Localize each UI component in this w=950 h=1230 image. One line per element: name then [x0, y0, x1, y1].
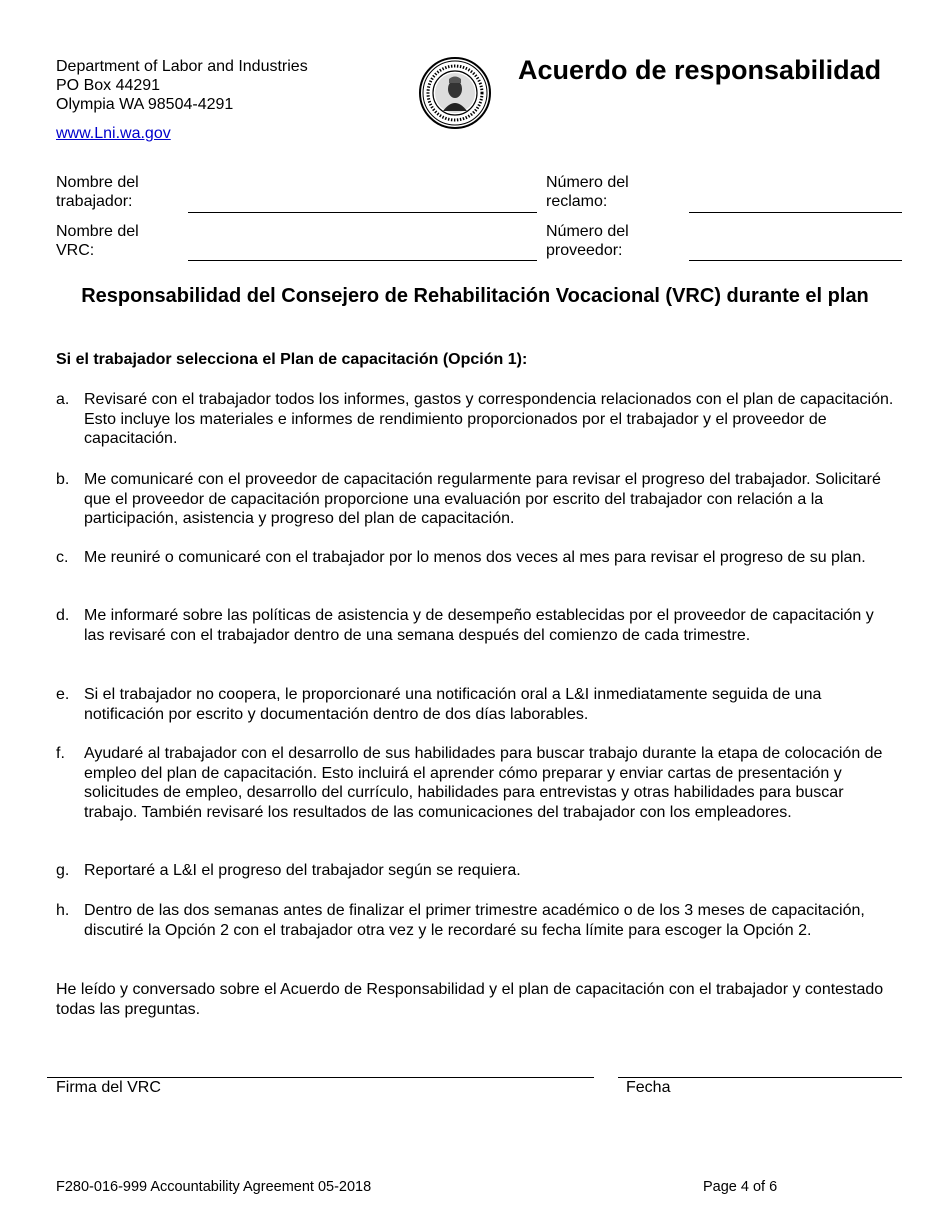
date-label: Fecha: [626, 1079, 671, 1096]
signature-field[interactable]: [47, 1077, 594, 1078]
list-item: [56, 685, 896, 724]
date-field[interactable]: [618, 1077, 902, 1078]
vrc-name-field[interactable]: [188, 260, 537, 261]
website-link[interactable]: www.Lni.wa.gov: [56, 125, 171, 142]
claim-number-field[interactable]: [689, 212, 902, 213]
item-letter: a.: [56, 391, 70, 408]
state-seal-icon: [419, 57, 491, 129]
page-number: Page 4 of 6: [703, 1179, 778, 1195]
section-subheading: Si el trabajador selecciona el Plan de capacitación (Opción 1):: [56, 351, 528, 368]
list-item: [56, 861, 896, 881]
worker-name-label: Nombre del trabajador:: [56, 174, 139, 210]
worker-name-field[interactable]: [188, 212, 537, 213]
item-text: Ayudaré al trabajador con el desarrollo de sus habilidades para buscar trabajo durante la etapa de colocación de empleo del plan de capacitación. Esto incluirá el aprender cómo preparar y enviar cartas de presentación y solicitudes de empleo, desarrollo del currículo, habilidades para entrevistas y otras habilidades para buscar trabajo. También revisaré los resultados de las comunicaciones del trabajador con los empleadores.: [84, 745, 883, 821]
item-text: Me comunicaré con el proveedor de capacitación regularmente para revisar el progreso del trabajador. Solicitaré que el proveedor de capacitación proporcione una evaluación por escrito del trabajador con relación a la participación, asistencia y progreso del plan de capacitación.: [84, 471, 881, 528]
claim-number-label: Número del reclamo:: [546, 174, 629, 210]
list-item: [56, 470, 896, 529]
provider-number-field[interactable]: [689, 260, 902, 261]
address-line: Olympia WA 98504-4291: [56, 96, 234, 113]
document-title: Acuerdo de responsabilidad: [518, 55, 882, 85]
item-letter: h.: [56, 902, 70, 919]
signature-label: Firma del VRC: [56, 1079, 161, 1096]
list-item: [56, 901, 896, 940]
provider-number-label: Número del proveedor:: [546, 223, 629, 259]
section-heading: Responsabilidad del Consejero de Rehabilitación Vocacional (VRC) durante el plan: [81, 285, 869, 307]
item-text: Revisaré con el trabajador todos los informes, gastos y correspondencia relacionados con el plan de capacitación. Esto incluye los materiales e informes de rendimiento proporcionados por el trabajador y el proveedor de capacitación.: [84, 391, 894, 448]
item-letter: f.: [56, 745, 65, 762]
list-item: [56, 390, 896, 449]
list-item: [56, 606, 896, 645]
item-letter: c.: [56, 549, 69, 566]
item-text: Dentro de las dos semanas antes de finalizar el primer trimestre académico o de los 3 meses de capacitación, discutiré la Opción 2 con el trabajador otra vez y le recordaré su fecha límite para escoger la Opción 2.: [84, 902, 865, 939]
item-letter: b.: [56, 471, 70, 488]
list-item: [56, 548, 896, 568]
item-letter: g.: [56, 862, 70, 879]
item-letter: e.: [56, 686, 70, 703]
item-text: Me reuniré o comunicaré con el trabajador por lo menos dos veces al mes para revisar el progreso de su plan.: [84, 549, 866, 566]
item-text: Me informaré sobre las políticas de asistencia y de desempeño establecidas por el proveedor de capacitación y las revisaré con el trabajador dentro de una semana después del comienzo de cada trimestre.: [84, 607, 874, 644]
item-text: Si el trabajador no coopera, le proporcionaré una notificación oral a L&I inmediatamente seguida de una notificación por escrito y documentación dentro de dos días laborables.: [84, 686, 822, 723]
item-letter: d.: [56, 607, 70, 624]
closing-statement: He leído y conversado sobre el Acuerdo de Responsabilidad y el plan de capacitación con el trabajador y contestado todas las preguntas.: [56, 981, 884, 1018]
vrc-name-label: Nombre del VRC:: [56, 223, 139, 259]
form-id: F280-016-999 Accountability Agreement 05-2018: [56, 1179, 372, 1195]
item-text: Reportaré a L&I el progreso del trabajador según se requiera.: [84, 862, 521, 879]
address-line: Department of Labor and Industries: [56, 58, 308, 75]
address-line: PO Box 44291: [56, 77, 161, 94]
agency-address: [56, 57, 308, 114]
list-item: [56, 744, 896, 822]
